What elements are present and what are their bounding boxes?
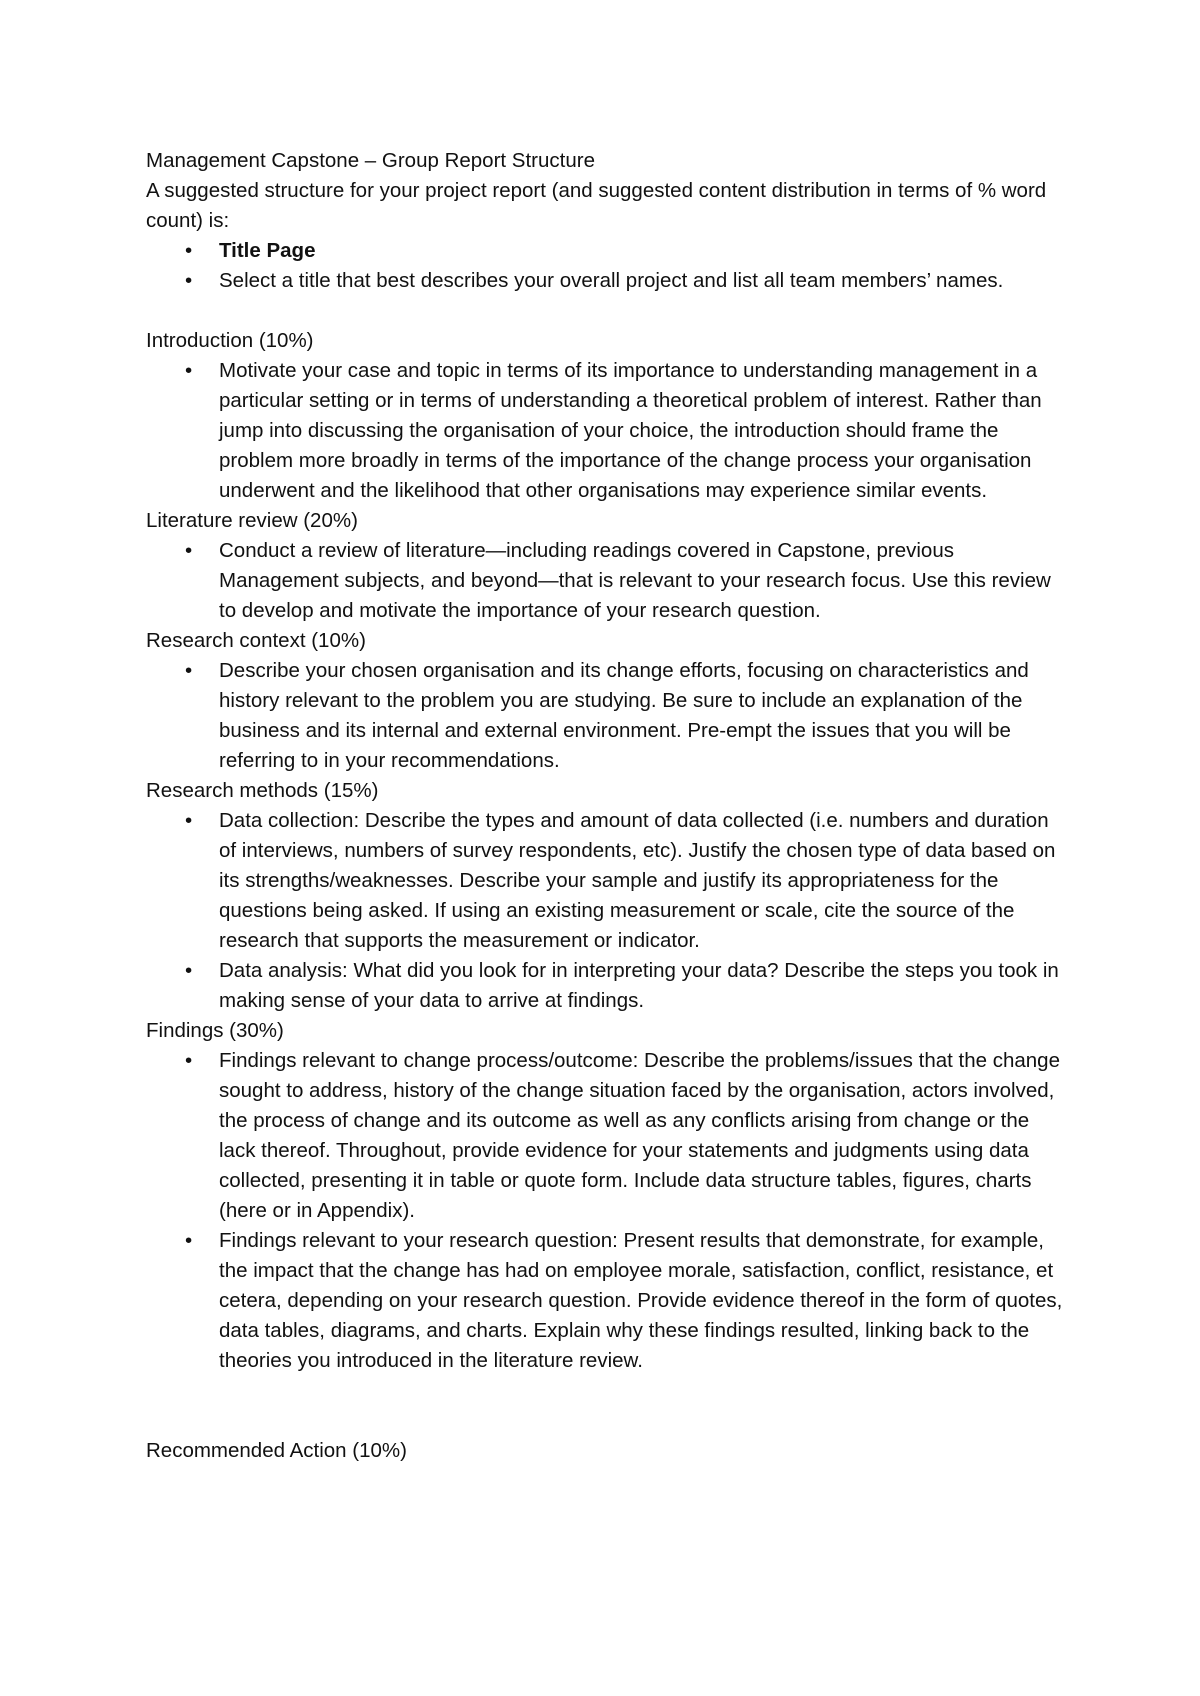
list-item [146,656,1066,776]
section-heading-recommended-action: Recommended Action (10%) [146,1439,407,1462]
list-item [146,536,1066,626]
bullet-icon: • [185,239,193,262]
bullet-icon: • [185,359,193,382]
document-page [146,146,1066,1466]
section-list-research-context [146,656,1066,776]
title-page-sublist [146,266,1066,296]
list-item [146,956,1066,1016]
title-page-list [146,236,1066,266]
section-list-literature-review [146,536,1066,626]
list-item-text: Data collection: Describe the types and amount of data collected (i.e. numbers and duration of interviews, numbers of survey respondents, etc). Justify the chosen type of data based on its strengths/weaknesses. Describe your sample and justify its appropriateness for the questions being asked. If using an existing measurement or scale, cite the source of the research that supports the measurement or indicator. [219,809,1056,952]
list-item [146,806,1066,956]
section-heading-findings: Findings (30%) [146,1019,284,1042]
section-heading-research-methods: Research methods (15%) [146,779,379,802]
section-heading-introduction: Introduction (10%) [146,329,314,352]
list-item-text: Motivate your case and topic in terms of its importance to understanding management in a particular setting or in terms of understanding a theoretical problem of interest. Rather than jump into discussing the organisation of your choice, the introduction should frame the problem more broadly in terms of the importance of the change process your organisation underwent and the likelihood that other organisations may experience similar events. [219,359,1042,502]
section-heading-literature-review: Literature review (20%) [146,509,358,532]
list-item [146,1046,1066,1226]
list-item-text: Findings relevant to your research question: Present results that demonstrate, for example, the impact that the change has had on employee morale, satisfaction, conflict, resistance, et cetera, depending on your research question. Provide evidence thereof in the form of quotes, data tables, diagrams, and charts. Explain why these findings resulted, linking back to the theories you introduced in the literature review. [219,1229,1063,1372]
title-page-heading: Title Page [219,239,316,262]
list-item-text: Describe your chosen organisation and its change efforts, focusing on characteristics and history relevant to the problem you are studying. Be sure to include an explanation of the business and its internal and external environment. Pre-empt the issues that you will be referring to in your recommendations. [219,659,1029,772]
document-title: Management Capstone – Group Report Structure [146,149,595,172]
title-page-subitem [146,266,1066,296]
document-intro: A suggested structure for your project report (and suggested content distribution in terms of % word count) is: [146,179,1047,232]
section-list-research-methods [146,806,1066,1016]
title-page-item [146,236,1066,266]
bullet-icon: • [185,269,193,292]
title-page-text: Select a title that best describes your overall project and list all team members’ names. [219,269,1004,292]
bullet-icon: • [185,809,193,832]
spacer [146,1376,1066,1436]
spacer [146,296,1066,326]
bullet-icon: • [185,1049,193,1072]
bullet-icon: • [185,659,193,682]
section-list-introduction [146,356,1066,506]
section-list-findings [146,1046,1066,1376]
list-item-text: Data analysis: What did you look for in interpreting your data? Describe the steps you took in making sense of your data to arrive at findings. [219,959,1059,1012]
list-item [146,356,1066,506]
bullet-icon: • [185,539,193,562]
bullet-icon: • [185,959,193,982]
list-item-text: Conduct a review of literature—including readings covered in Capstone, previous Management subjects, and beyond—that is relevant to your research focus. Use this review to develop and motivate the importance of your research question. [219,539,1051,622]
list-item-text: Findings relevant to change process/outcome: Describe the problems/issues that the change sought to address, history of the change situation faced by the organisation, actors involved, the process of change and its outcome as well as any conflicts arising from change or the lack thereof. Throughout, provide evidence for your statements and judgments using data collected, presenting it in table or quote form. Include data structure tables, figures, charts (here or in Appendix). [219,1049,1060,1222]
bullet-icon: • [185,1229,193,1252]
section-heading-research-context: Research context (10%) [146,629,366,652]
list-item [146,1226,1066,1376]
